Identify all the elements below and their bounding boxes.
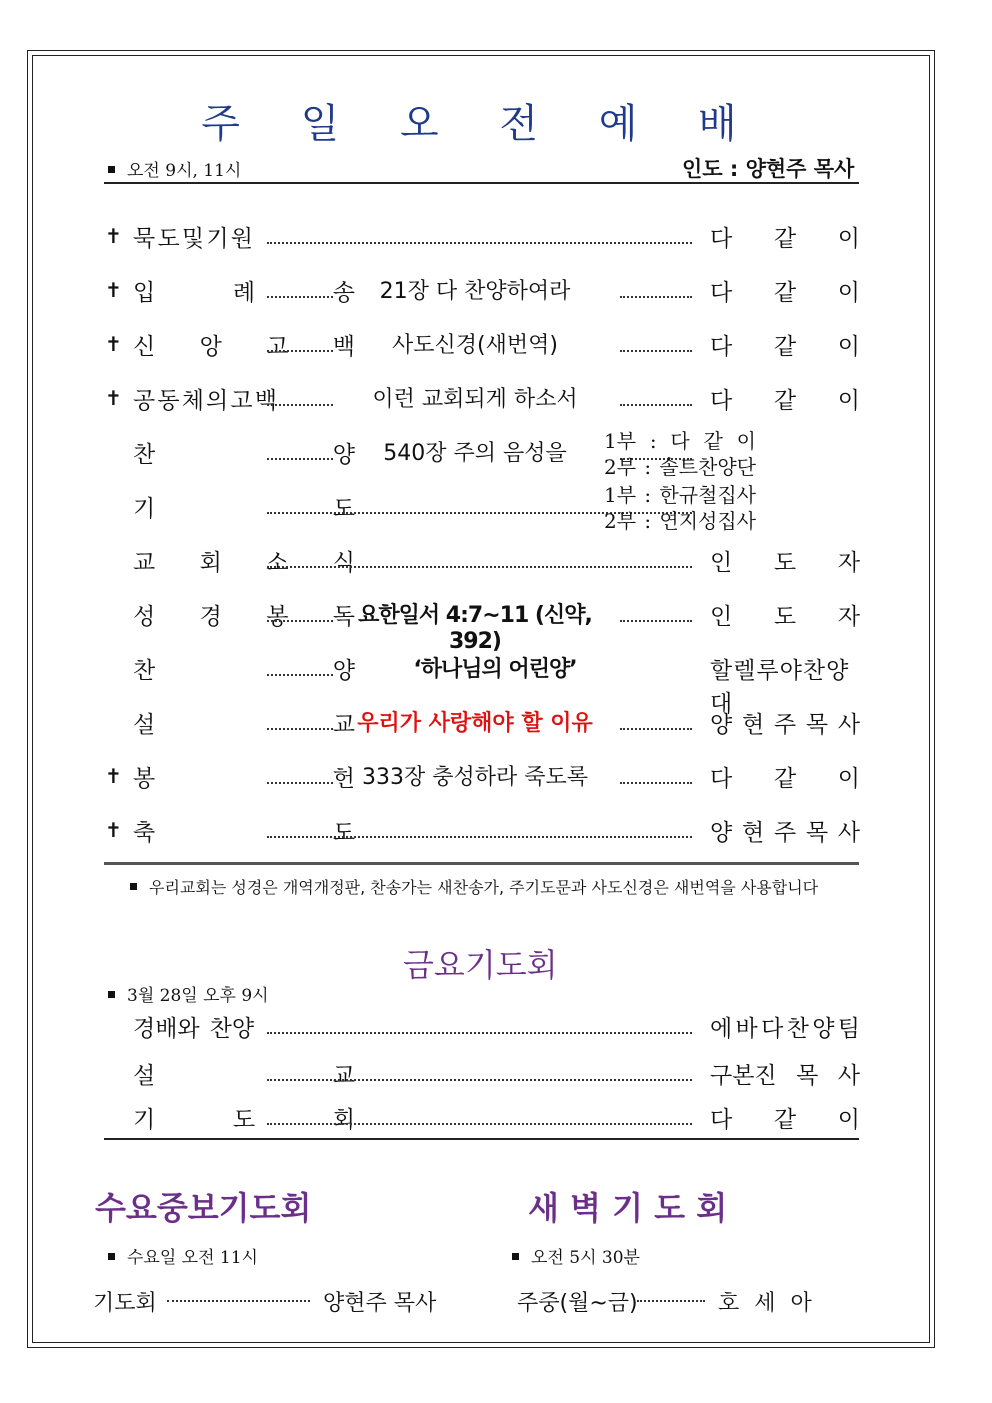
text-segment: 이	[837, 766, 860, 792]
text-segment: 에	[710, 1016, 733, 1042]
order-row	[105, 544, 860, 584]
text-segment: 다	[710, 766, 733, 792]
choir-parts	[604, 428, 756, 480]
order-row	[105, 760, 860, 800]
friday-row	[105, 1101, 860, 1141]
text-segment: 성	[133, 604, 156, 630]
order-content: 21장 다 찬양하여라	[379, 279, 571, 304]
friday-label	[133, 1010, 355, 1043]
usage-note	[130, 875, 818, 898]
bullet-icon	[108, 991, 115, 998]
text-segment: 팀	[837, 1016, 860, 1042]
text-segment: :	[644, 483, 652, 507]
text-segment: :	[649, 429, 657, 453]
text-segment: 구본진	[710, 1063, 777, 1089]
order-leader	[710, 274, 860, 307]
text-segment: 봉	[266, 604, 289, 630]
text-segment: 헌	[332, 766, 355, 792]
text-segment: 주	[773, 712, 797, 738]
order-label	[133, 490, 355, 523]
leader-dots	[620, 350, 692, 352]
dawn-title: 새 벽 기 도 회	[528, 1189, 728, 1227]
text-segment: 도	[332, 820, 355, 846]
order-row	[105, 382, 860, 422]
bullet-icon	[108, 166, 115, 173]
text-segment: 설	[133, 712, 156, 738]
text-segment: 백	[254, 388, 277, 414]
text-segment: 다	[710, 1107, 733, 1133]
text-segment: 2부	[604, 455, 637, 479]
text-segment: 경	[199, 604, 222, 630]
friday-leader	[710, 1101, 860, 1134]
text-segment: 교	[133, 550, 156, 576]
text-segment: 및	[181, 226, 205, 252]
order-row	[105, 706, 860, 746]
friday-row	[105, 1057, 860, 1097]
leader-dots	[267, 1032, 692, 1034]
text-segment: 양	[332, 442, 355, 468]
text-segment: 교	[332, 712, 355, 738]
order-row	[105, 220, 860, 260]
order-leader: 할렐루야찬양대	[710, 658, 850, 717]
usage-note-text: 우리교회는 성경은 개역개정판, 찬송가는 새찬송가, 주기도문과 사도신경은 새번역을 사용합니다	[149, 878, 819, 897]
text-segment: 동	[157, 388, 180, 414]
cross-icon: ✝	[105, 818, 122, 842]
text-segment: 이	[837, 280, 860, 306]
prayer-parts	[604, 482, 756, 534]
order-content: 요한일서 4:7~11 (신약, 392)	[358, 603, 592, 654]
order-row	[105, 328, 860, 368]
leader-dots	[620, 296, 692, 298]
order-row	[105, 814, 860, 854]
leader-dots	[267, 296, 333, 298]
order-content: 이런 교회되게 하소서	[372, 387, 578, 412]
dawn-dots	[637, 1300, 705, 1302]
text-segment: 목	[805, 820, 829, 846]
wednesday-leader: 양현주 목사	[323, 1291, 437, 1316]
text-segment: 도	[773, 604, 797, 630]
bullet-icon	[108, 1253, 115, 1260]
leader-dots	[267, 458, 333, 460]
prayer-part-2	[604, 508, 756, 534]
leader-dots	[267, 674, 333, 676]
dawn-time	[512, 1243, 640, 1268]
leader-dots	[267, 836, 692, 838]
text-segment: 기	[133, 1107, 156, 1133]
text-segment: 경배와	[133, 1016, 200, 1042]
text-segment: 1부	[604, 429, 637, 453]
prayer-part-1	[604, 482, 756, 508]
text-segment: 이	[837, 1107, 860, 1133]
order-content: ‘하나님의 어린양’	[413, 657, 577, 682]
order-leader	[710, 328, 860, 361]
friday-date-text: 3월 28일 오후 9시	[127, 986, 269, 1006]
text-segment: 고	[266, 334, 289, 360]
header-divider	[104, 182, 859, 184]
text-segment: 찬	[133, 442, 156, 468]
friday-leader	[710, 1010, 860, 1043]
text-segment: 같	[773, 226, 797, 252]
text-segment: 목	[796, 1063, 819, 1089]
order-row	[105, 274, 860, 314]
text-segment: 다	[710, 280, 733, 306]
dawn-time-text: 오전 5시 30분	[531, 1248, 640, 1268]
order-content: 333장 충성하라 죽도록	[362, 765, 588, 790]
leader-dots	[267, 1079, 692, 1081]
leader-dots	[267, 566, 692, 568]
wednesday-label: 기도회	[93, 1291, 157, 1316]
text-segment: 1부	[604, 483, 637, 507]
text-segment: 원	[230, 226, 253, 252]
order-leader	[710, 598, 860, 631]
leader-dots	[267, 350, 333, 352]
order-label	[133, 598, 355, 631]
wednesday-title: 수요중보기도회	[95, 1189, 312, 1227]
leader-dots	[620, 782, 692, 784]
cross-icon: ✝	[105, 278, 122, 302]
cross-icon: ✝	[105, 386, 122, 410]
text-segment: 양	[710, 820, 733, 846]
text-segment: 이	[736, 429, 756, 453]
leader-dots	[620, 728, 692, 730]
order-row	[105, 652, 860, 717]
text-segment: 같	[773, 766, 797, 792]
friday-title: 금요기도회	[403, 946, 558, 984]
order-label	[133, 814, 355, 847]
choir-part-2	[604, 454, 756, 480]
order-label	[133, 220, 253, 253]
cross-icon: ✝	[105, 764, 122, 788]
cross-icon: ✝	[105, 332, 122, 356]
text-segment: 도	[157, 226, 180, 252]
friday-leader	[710, 1057, 860, 1090]
order-content: 우리가 사랑해야 할 이유	[357, 711, 593, 736]
text-segment: 체	[181, 388, 204, 414]
dawn-leader: 호 세 아	[718, 1291, 816, 1316]
order-row	[105, 598, 860, 654]
text-segment: 다	[710, 226, 733, 252]
sunday-title: 주 일 오 전 예 배	[201, 101, 761, 147]
dawn-label: 주중(월~금)	[517, 1291, 638, 1316]
text-segment: 같	[773, 334, 797, 360]
text-segment: 같	[703, 429, 723, 453]
text-segment: 양	[332, 658, 355, 684]
text-segment: :	[644, 509, 652, 533]
order-label	[133, 382, 277, 415]
text-segment: 소	[266, 550, 289, 576]
order-leader	[710, 760, 860, 793]
text-segment: 이	[837, 226, 860, 252]
text-segment: :	[644, 455, 652, 479]
text-segment: 같	[773, 388, 797, 414]
friday-date	[108, 981, 269, 1006]
choir-part-1	[604, 428, 756, 454]
text-segment: 도	[332, 496, 355, 522]
text-segment: 주	[773, 820, 797, 846]
order-label	[133, 436, 355, 469]
text-segment: 송	[332, 280, 355, 306]
text-segment: 설	[133, 1063, 156, 1089]
order-leader	[710, 382, 860, 415]
text-segment: 축	[133, 820, 156, 846]
text-segment: 식	[332, 550, 355, 576]
leader-dots	[267, 728, 333, 730]
leader-dots	[267, 1123, 692, 1125]
text-segment: 신	[133, 334, 156, 360]
text-segment: 현	[741, 712, 765, 738]
text-segment: 이	[837, 388, 860, 414]
order-leader	[710, 544, 860, 577]
text-segment: 같	[773, 1107, 797, 1133]
text-segment: 앙	[199, 334, 222, 360]
text-segment: 같	[773, 280, 797, 306]
text-segment: 인	[710, 604, 733, 630]
text-segment: 한규철집사	[659, 483, 756, 507]
order-content: 사도신경(새번역)	[392, 333, 558, 358]
text-segment: 이	[837, 334, 860, 360]
friday-divider	[104, 1138, 859, 1140]
order-content: 540장 주의 음성을	[383, 441, 567, 466]
text-segment: 찬	[786, 1016, 809, 1042]
text-segment: 회	[332, 1107, 355, 1133]
sunday-times-text: 오전 9시, 11시	[127, 161, 242, 181]
bullet-icon	[512, 1253, 519, 1260]
leader-dots	[620, 404, 692, 406]
text-segment: 찬	[133, 658, 156, 684]
wednesday-time-text: 수요일 오전 11시	[127, 1248, 258, 1268]
text-segment: 회	[199, 550, 222, 576]
leader-dots	[267, 404, 333, 406]
sunday-times	[108, 156, 241, 181]
friday-row	[105, 1010, 860, 1050]
leader-dots	[620, 620, 692, 622]
friday-label	[133, 1101, 355, 1134]
order-label	[133, 274, 355, 307]
leader-dots	[267, 242, 692, 244]
sunday-leader: 인도 : 양현주 목사	[682, 157, 855, 181]
text-segment: 자	[837, 550, 860, 576]
text-segment: 현	[741, 820, 765, 846]
text-segment: 공	[133, 388, 156, 414]
order-label	[133, 328, 355, 361]
wednesday-time	[108, 1243, 258, 1268]
text-segment: 례	[232, 280, 256, 306]
order-label	[133, 760, 355, 793]
text-segment: 의	[206, 388, 229, 414]
text-segment: 다	[670, 429, 690, 453]
text-segment: 교	[332, 1063, 355, 1089]
text-segment: 백	[332, 334, 355, 360]
order-label	[133, 706, 355, 739]
text-segment: 사	[837, 820, 860, 846]
text-segment: 고	[230, 388, 253, 414]
bullet-icon	[130, 883, 137, 890]
order-leader	[710, 220, 860, 253]
text-segment: 사	[837, 1063, 860, 1089]
leader-dots	[267, 782, 333, 784]
text-segment: 바	[735, 1016, 758, 1042]
text-segment: 묵	[133, 226, 156, 252]
text-segment: 입	[133, 280, 156, 306]
wednesday-dots	[167, 1300, 310, 1302]
friday-label	[133, 1057, 355, 1090]
text-segment: 양	[812, 1016, 835, 1042]
order-leader	[710, 814, 860, 847]
leader-dots	[267, 620, 333, 622]
text-segment: 다	[761, 1016, 784, 1042]
text-segment: 찬양	[209, 1016, 255, 1042]
text-segment: 자	[837, 604, 860, 630]
text-segment: 다	[710, 334, 733, 360]
cross-icon: ✝	[105, 224, 122, 248]
text-segment: 2부	[604, 509, 637, 533]
text-segment: 인	[710, 550, 733, 576]
text-segment: 사	[837, 712, 860, 738]
text-segment: 다	[710, 388, 733, 414]
text-segment: 연지성집사	[659, 509, 756, 533]
order-label	[133, 544, 355, 577]
text-segment: 봉	[133, 766, 156, 792]
text-segment: 도	[232, 1107, 256, 1133]
order-leader	[710, 706, 860, 739]
text-segment: 솔트찬양단	[659, 455, 756, 479]
order-label	[133, 652, 355, 685]
order-bottom-divider	[104, 862, 859, 865]
text-segment: 목	[805, 712, 829, 738]
text-segment: 양	[710, 712, 733, 738]
text-segment: 도	[773, 550, 797, 576]
text-segment: 기	[133, 496, 156, 522]
text-segment: 기	[206, 226, 229, 252]
text-segment: 독	[332, 604, 355, 630]
